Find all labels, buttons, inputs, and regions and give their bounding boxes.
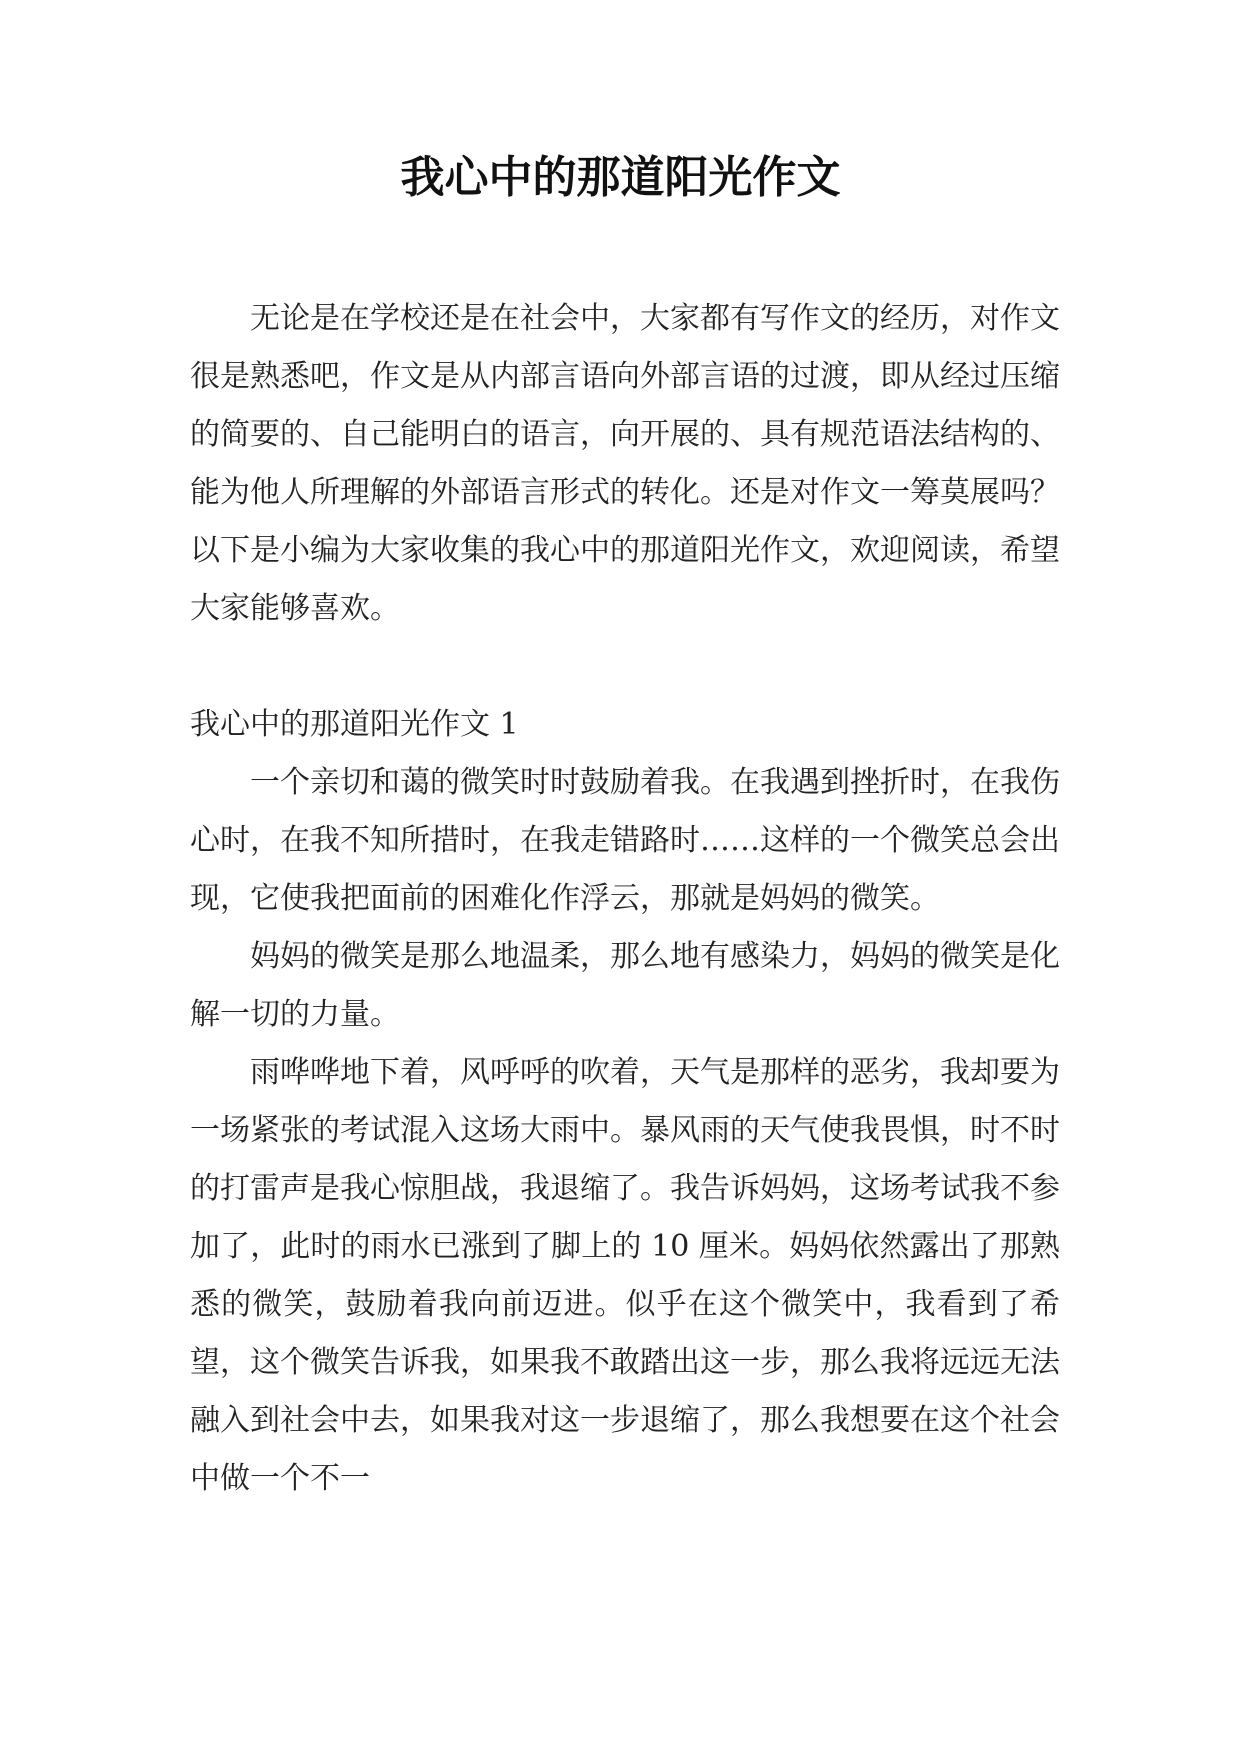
body-paragraph: 妈妈的微笑是那么地温柔，那么地有感染力，妈妈的微笑是化解一切的力量。	[190, 939, 1060, 1032]
section-heading: 我心中的那道阳光作文 1	[190, 707, 519, 742]
intro-paragraph: 无论是在学校还是在社会中，大家都有写作文的经历，对作文很是熟悉吧，作文是从内部言语向外部言语的过渡，即从经过压缩的简要的、自己能明白的语言，向开展的、具有规范语法结构的、能为他人所理解的外部语言形式的转化。还是对作文一筹莫展吗？以下是小编为大家收集的我心中的那道阳光作文，欢迎阅读，希望大家能够喜欢。	[190, 301, 1060, 626]
document-body	[190, 290, 1060, 1508]
body-paragraph: 一个亲切和蔼的微笑时时鼓励着我。在我遇到挫折时，在我伤心时，在我不知所措时，在我走错路时……这样的一个微笑总会出现，它使我把面前的困难化作浮云，那就是妈妈的微笑。	[190, 765, 1060, 916]
body-paragraph: 雨哗哗地下着，风呼呼的吹着，天气是那样的恶劣，我却要为一场紧张的考试混入这场大雨中。暴风雨的天气使我畏惧，时不时的打雷声是我心惊胆战，我退缩了。我告诉妈妈，这场考试我不参加了，此时的雨水已涨到了脚上的 10 厘米。妈妈依然露出了那熟悉的微笑，鼓励着我向前迈进。似乎在这个微笑中，我看到了希望，这个微笑告诉我，如果我不敢踏出这一步，那么我将远远无法融入到社会中去，如果我对这一步退缩了，那么我想要在这个社会中做一个不一	[190, 1055, 1060, 1496]
document-title: 我心中的那道阳光作文	[400, 152, 841, 203]
